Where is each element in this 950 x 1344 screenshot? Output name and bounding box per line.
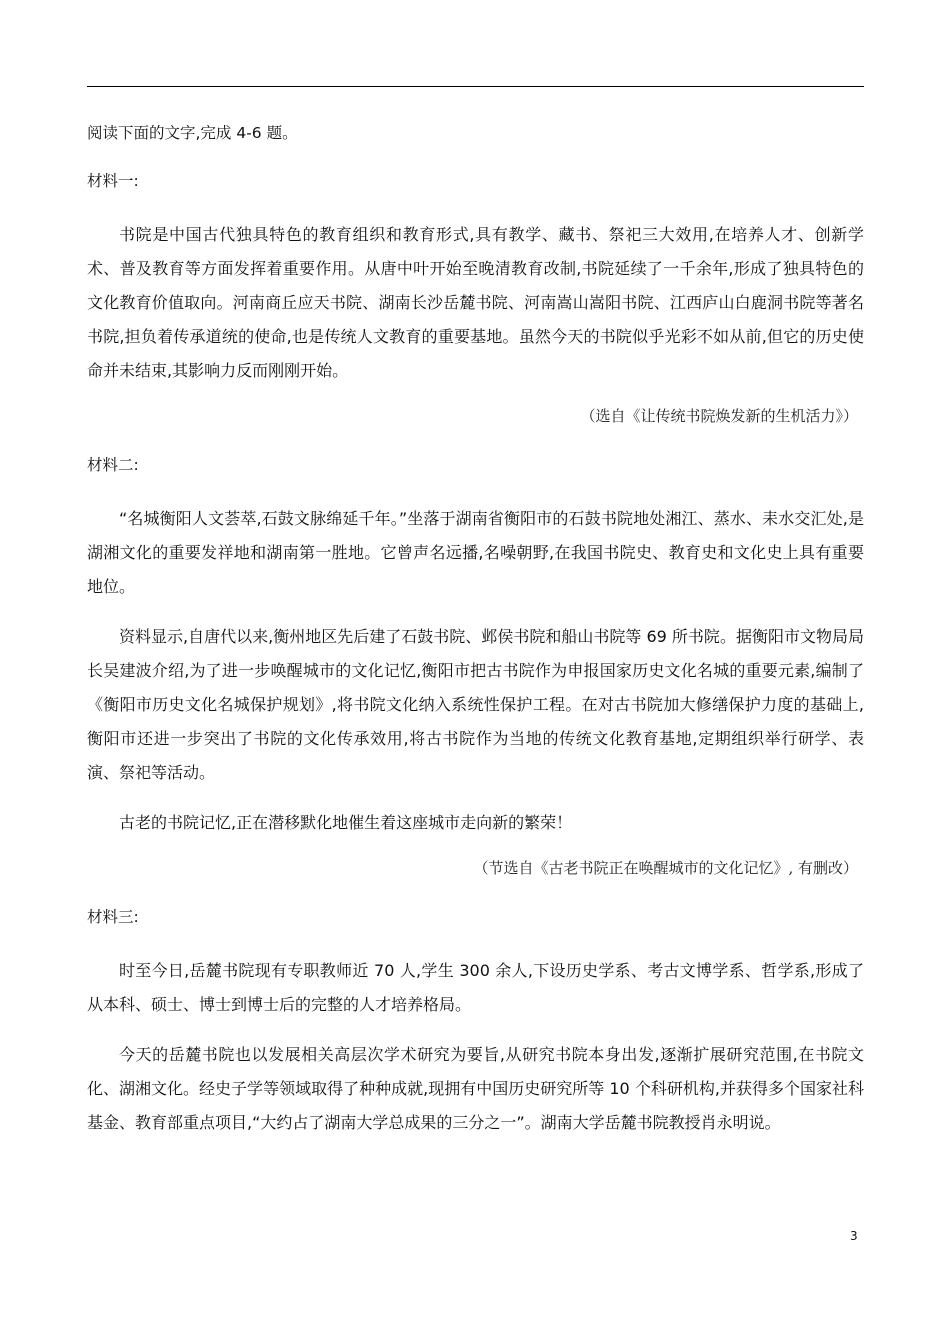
paragraph: 资料显示,自唐代以来,衡州地区先后建了石鼓书院、邺侯书院和船山书院等 69 所书院。据衡阳市文物局局长吴建波介绍,为了进一步唤醒城市的文化记忆,衡阳市把古书院作为申报国家历史文化名城的重要元素,编制了《衡阳市历史文化名城保护规划》,将书院文化纳入系统性保护工程。在对古书院加大修缮保护力度的基础上,衡阳市还进一步突出了书院的文化传承效用,将古书院作为当地的传统文化教育基地,定期组织举行研学、表演、祭祀等活动。 xyxy=(87,627,864,782)
material-two xyxy=(87,452,864,880)
source-citation: （节选自《古老书院正在唤醒城市的文化记忆》, 有删改） xyxy=(473,859,858,877)
paragraph: 古老的书院记忆,正在潜移默化地催生着这座城市走向新的繁荣！ xyxy=(119,813,573,832)
header-rule xyxy=(87,86,864,87)
source-citation: （选自《让传统书院焕发新的生机活力》） xyxy=(580,407,858,425)
paragraph: “名城衡阳人文荟萃,石鼓文脉绵延千年。”坐落于湖南省衡阳市的石鼓书院地处湘江、蒸水、耒水交汇处,是湖湘文化的重要发祥地和湖南第一胜地。它曾声名远播,名噪朝野,在我国书院史、教育史和文化史上具有重要地位。 xyxy=(87,509,864,596)
paragraph: 时至今日,岳麓书院现有专职教师近 70 人,学生 300 余人,下设历史学系、考古文博学系、哲学系,形成了从本科、硕士、博士到博士后的完整的人才培养格局。 xyxy=(87,961,864,1014)
document-body xyxy=(87,120,864,1156)
material-heading: 材料三: xyxy=(87,908,139,926)
material-heading: 材料二: xyxy=(87,456,139,474)
paragraph: 书院是中国古代独具特色的教育组织和教育形式,具有教学、藏书、祭祀三大效用,在培养人才、创新学术、普及教育等方面发挥着重要作用。从唐中叶开始至晚清教育改制,书院延续了一千余年,形成了独具特色的文化教育价值取向。河南商丘应天书院、湖南长沙岳麓书院、河南嵩山嵩阳书院、江西庐山白鹿洞书院等著名书院,担负着传承道统的使命,也是传统人文教育的重要基地。虽然今天的书院似乎光彩不如从前,但它的历史使命并未结束,其影响力反而刚刚开始。 xyxy=(87,225,864,380)
page-number: 3 xyxy=(850,1229,858,1243)
material-three xyxy=(87,904,864,1140)
material-heading: 材料一: xyxy=(87,172,139,190)
material-one xyxy=(87,168,864,428)
paragraph: 今天的岳麓书院也以发展相关高层次学术研究为要旨,从研究书院本身出发,逐渐扩展研究范围,在书院文化、湖湘文化。经史子学等领域取得了种种成就,现拥有中国历史研究所等 10 个科研机构,并获得多个国家社科基金、教育部重点项目,“大约占了湖南大学总成果的三分之一”。湖南大学岳麓书院教授肖永明说。 xyxy=(87,1045,864,1132)
instruction-text: 阅读下面的文字,完成 4-6 题。 xyxy=(87,124,298,142)
